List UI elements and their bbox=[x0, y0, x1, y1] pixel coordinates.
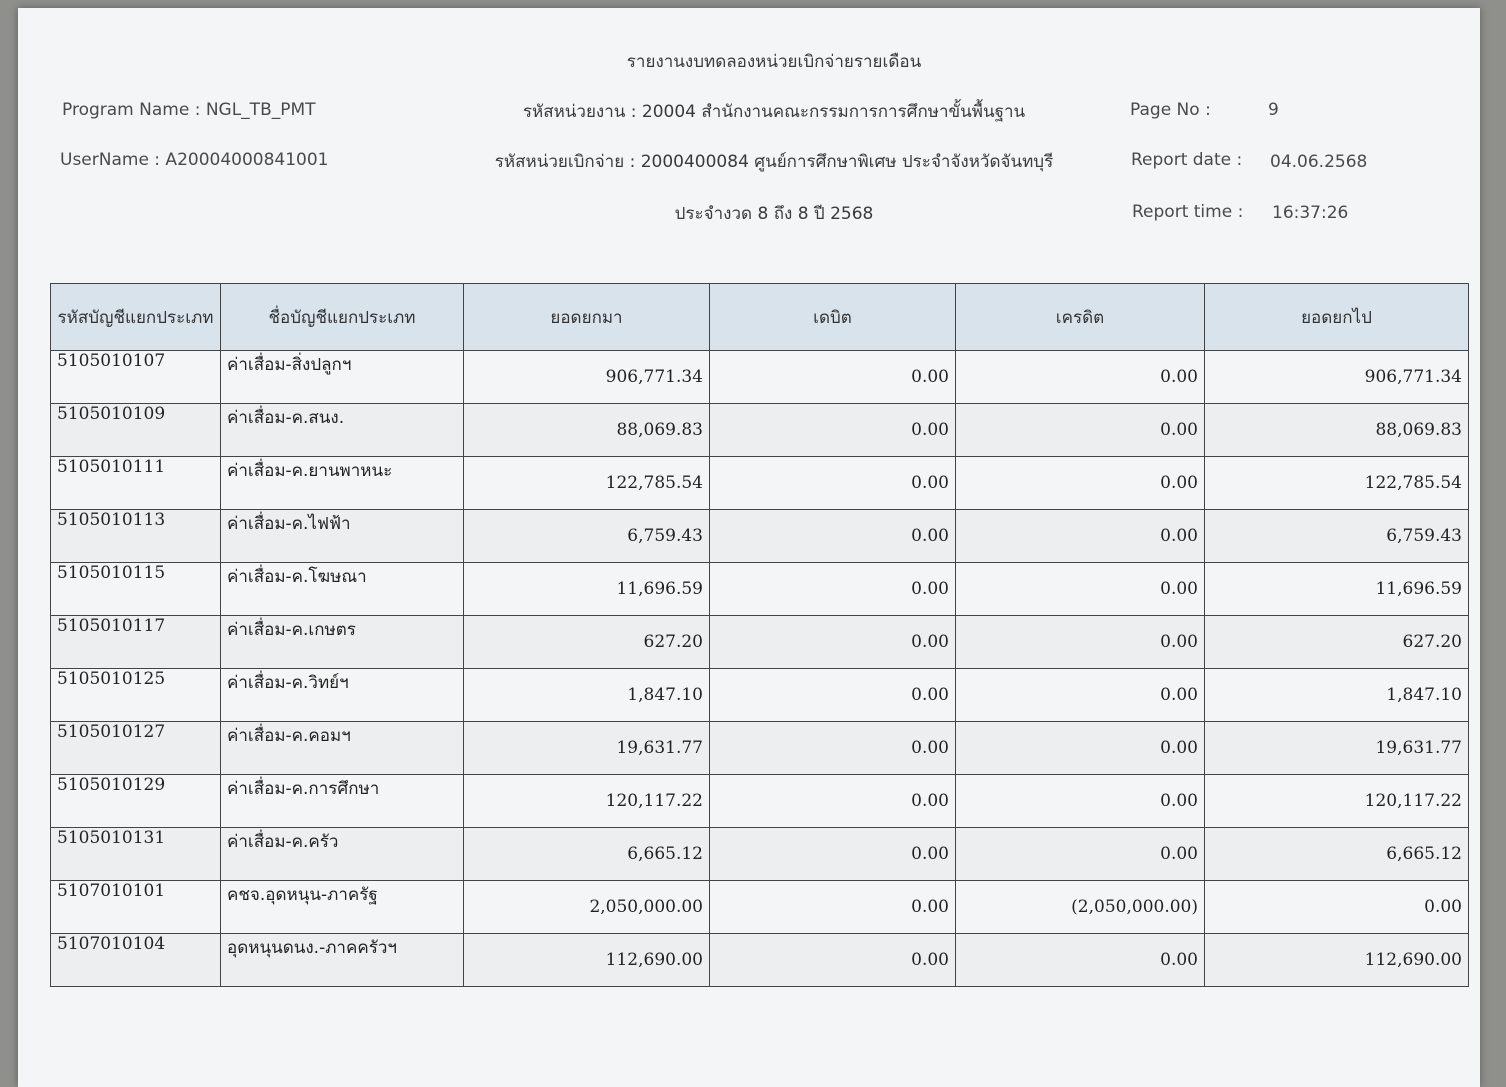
credit: 0.00 bbox=[956, 669, 1205, 722]
account-code: 5105010111 bbox=[51, 457, 221, 510]
debit: 0.00 bbox=[710, 563, 956, 616]
report-title: รายงานงบทดลองหน่วยเบิกจ่ายรายเดือน bbox=[626, 52, 922, 72]
closing-balance: 112,690.00 bbox=[1205, 934, 1469, 987]
col-header-account-name: ชื่อบัญชีแยกประเภท bbox=[221, 284, 464, 351]
account-name: ค่าเสื่อม-สิ่งปลูกฯ bbox=[221, 351, 464, 404]
closing-balance: 0.00 bbox=[1205, 881, 1469, 934]
opening-balance: 19,631.77 bbox=[464, 722, 710, 775]
table-row bbox=[51, 669, 1469, 722]
debit: 0.00 bbox=[710, 934, 956, 987]
opening-balance: 2,050,000.00 bbox=[464, 881, 710, 934]
report-date-label: Report date : bbox=[1131, 150, 1243, 170]
table-row bbox=[51, 404, 1469, 457]
program-name: Program Name : NGL_TB_PMT bbox=[62, 100, 316, 120]
account-name: ค่าเสื่อม-ค.เกษตร bbox=[221, 616, 464, 669]
account-name: ค่าเสื่อม-ค.ครัว bbox=[221, 828, 464, 881]
closing-balance: 19,631.77 bbox=[1205, 722, 1469, 775]
account-code: 5105010127 bbox=[51, 722, 221, 775]
table-row bbox=[51, 934, 1469, 987]
closing-balance: 122,785.54 bbox=[1205, 457, 1469, 510]
closing-balance: 88,069.83 bbox=[1205, 404, 1469, 457]
account-name: คชจ.อุดหนุน-ภาครัฐ bbox=[221, 881, 464, 934]
opening-balance: 120,117.22 bbox=[464, 775, 710, 828]
closing-balance: 11,696.59 bbox=[1205, 563, 1469, 616]
account-name: ค่าเสื่อม-ค.วิทย์ฯ bbox=[221, 669, 464, 722]
table-header-row bbox=[51, 284, 1469, 351]
table-row bbox=[51, 722, 1469, 775]
opening-balance: 627.20 bbox=[464, 616, 710, 669]
col-header-credit: เครดิต bbox=[956, 284, 1205, 351]
credit: 0.00 bbox=[956, 563, 1205, 616]
account-code: 5105010113 bbox=[51, 510, 221, 563]
credit: 0.00 bbox=[956, 616, 1205, 669]
opening-balance: 6,665.12 bbox=[464, 828, 710, 881]
account-code: 5105010117 bbox=[51, 616, 221, 669]
credit: 0.00 bbox=[956, 510, 1205, 563]
debit: 0.00 bbox=[710, 722, 956, 775]
table-row bbox=[51, 351, 1469, 404]
col-header-account-code: รหัสบัญชีแยกประเภท bbox=[51, 284, 221, 351]
opening-balance: 6,759.43 bbox=[464, 510, 710, 563]
account-name: ค่าเสื่อม-ค.การศึกษา bbox=[221, 775, 464, 828]
report-date-value: 04.06.2568 bbox=[1270, 152, 1368, 172]
closing-balance: 6,665.12 bbox=[1205, 828, 1469, 881]
credit: 0.00 bbox=[956, 828, 1205, 881]
opening-balance: 88,069.83 bbox=[464, 404, 710, 457]
report-time-value: 16:37:26 bbox=[1272, 203, 1349, 223]
account-code: 5107010104 bbox=[51, 934, 221, 987]
debit: 0.00 bbox=[710, 404, 956, 457]
debit: 0.00 bbox=[710, 828, 956, 881]
account-code: 5105010115 bbox=[51, 563, 221, 616]
credit: 0.00 bbox=[956, 351, 1205, 404]
account-name: ค่าเสื่อม-ค.ยานพาหนะ bbox=[221, 457, 464, 510]
report-period: ประจำงวด 8 ถึง 8 ปี 2568 bbox=[674, 204, 874, 224]
col-header-debit: เดบิต bbox=[710, 284, 956, 351]
closing-balance: 6,759.43 bbox=[1205, 510, 1469, 563]
opening-balance: 11,696.59 bbox=[464, 563, 710, 616]
table-row bbox=[51, 828, 1469, 881]
account-name: ค่าเสื่อม-ค.ไฟฟ้า bbox=[221, 510, 464, 563]
page-no-label: Page No : bbox=[1130, 100, 1211, 120]
account-code: 5105010131 bbox=[51, 828, 221, 881]
closing-balance: 120,117.22 bbox=[1205, 775, 1469, 828]
table-row bbox=[51, 616, 1469, 669]
debit: 0.00 bbox=[710, 775, 956, 828]
credit: 0.00 bbox=[956, 404, 1205, 457]
credit: 0.00 bbox=[956, 934, 1205, 987]
account-name: ค่าเสื่อม-ค.โฆษณา bbox=[221, 563, 464, 616]
trial-balance-table bbox=[50, 283, 1469, 987]
table-row bbox=[51, 563, 1469, 616]
debit: 0.00 bbox=[710, 457, 956, 510]
opening-balance: 112,690.00 bbox=[464, 934, 710, 987]
closing-balance: 906,771.34 bbox=[1205, 351, 1469, 404]
report-page bbox=[18, 8, 1480, 1087]
credit: (2,050,000.00) bbox=[956, 881, 1205, 934]
closing-balance: 627.20 bbox=[1205, 616, 1469, 669]
credit: 0.00 bbox=[956, 775, 1205, 828]
page-no-value: 9 bbox=[1268, 100, 1279, 120]
opening-balance: 906,771.34 bbox=[464, 351, 710, 404]
col-header-opening-balance: ยอดยกมา bbox=[464, 284, 710, 351]
account-code: 5105010107 bbox=[51, 351, 221, 404]
account-code: 5107010101 bbox=[51, 881, 221, 934]
account-code: 5105010109 bbox=[51, 404, 221, 457]
debit: 0.00 bbox=[710, 351, 956, 404]
debit: 0.00 bbox=[710, 669, 956, 722]
account-code: 5105010125 bbox=[51, 669, 221, 722]
agency-code: รหัสหน่วยงาน : 20004 สำนักงานคณะกรรมการการศึกษาขั้นพื้นฐาน bbox=[522, 102, 1026, 122]
user-name: UserName : A20004000841001 bbox=[60, 150, 329, 170]
table-row bbox=[51, 510, 1469, 563]
account-code: 5105010129 bbox=[51, 775, 221, 828]
col-header-closing-balance: ยอดยกไป bbox=[1205, 284, 1469, 351]
report-time-label: Report time : bbox=[1132, 202, 1244, 222]
opening-balance: 1,847.10 bbox=[464, 669, 710, 722]
credit: 0.00 bbox=[956, 457, 1205, 510]
table-row bbox=[51, 775, 1469, 828]
debit: 0.00 bbox=[710, 881, 956, 934]
table-row bbox=[51, 457, 1469, 510]
closing-balance: 1,847.10 bbox=[1205, 669, 1469, 722]
debit: 0.00 bbox=[710, 510, 956, 563]
credit: 0.00 bbox=[956, 722, 1205, 775]
account-name: ค่าเสื่อม-ค.สนง. bbox=[221, 404, 464, 457]
table-row bbox=[51, 881, 1469, 934]
account-name: ค่าเสื่อม-ค.คอมฯ bbox=[221, 722, 464, 775]
account-name: อุดหนุนดนง.-ภาคครัวฯ bbox=[221, 934, 464, 987]
opening-balance: 122,785.54 bbox=[464, 457, 710, 510]
debit: 0.00 bbox=[710, 616, 956, 669]
disbursement-unit: รหัสหน่วยเบิกจ่าย : 2000400084 ศูนย์การศึกษาพิเศษ ประจำจังหวัดจันทบุรี bbox=[494, 152, 1054, 172]
